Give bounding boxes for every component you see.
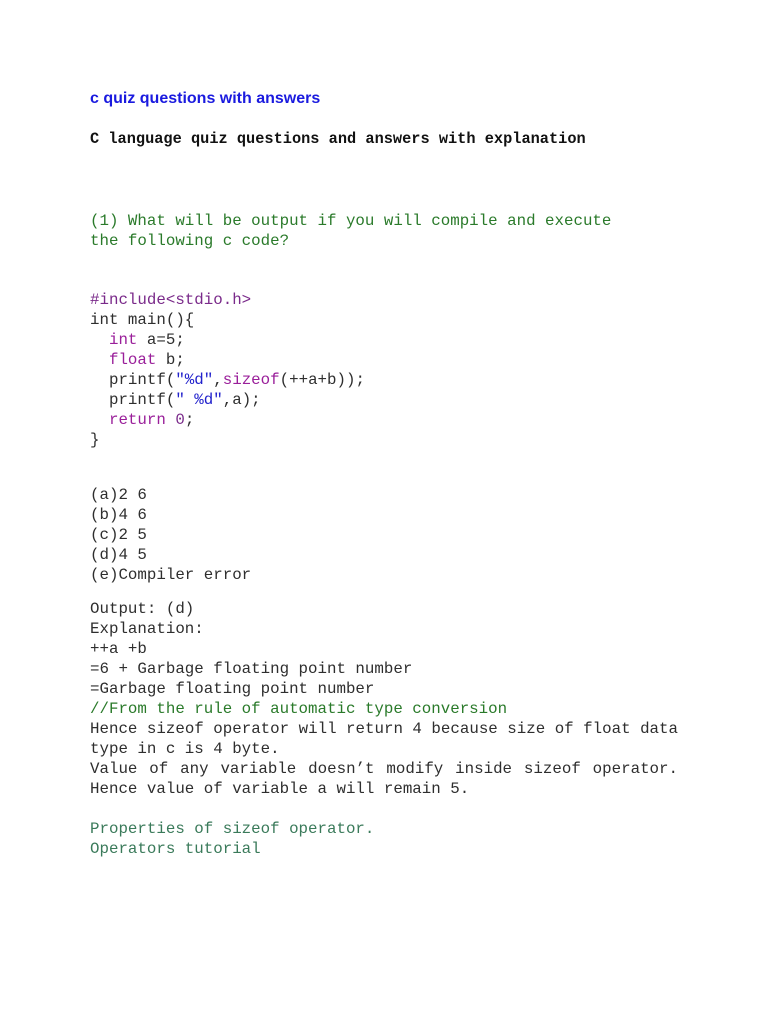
code-text: ,a);	[222, 391, 261, 409]
explanation-paragraph: Value of any variable doesn’t modify inside sizeof operator. Hence value of variable a will remain 5.	[90, 760, 678, 798]
explanation-line: ++a +b	[90, 640, 147, 658]
answer-block	[90, 599, 507, 719]
option-item: (b)4 6	[90, 506, 147, 524]
code-keyword: float	[108, 351, 157, 369]
links-block	[90, 819, 374, 859]
option-item: (e)Compiler error	[90, 566, 252, 584]
explanation-paragraph: Hence sizeof operator will return 4 because size of float data type in c is 4 byte.	[90, 720, 678, 758]
page-title: c quiz questions with answers	[90, 90, 321, 107]
code-keyword: int	[90, 311, 119, 329]
code-text: a=5;	[137, 331, 185, 349]
code-number: 0	[175, 411, 185, 429]
code-text: main(){	[118, 311, 195, 329]
code-include: #include<stdio.h>	[90, 291, 252, 309]
question-line-2: the following c code?	[90, 232, 290, 250]
code-text: printf(	[108, 391, 176, 409]
code-block	[90, 290, 365, 450]
question-text	[90, 211, 611, 251]
code-text: ;	[184, 411, 195, 429]
option-item: (c)2 5	[90, 526, 147, 544]
code-text: }	[90, 431, 100, 449]
explanation-line: =Garbage floating point number	[90, 680, 375, 698]
code-text: (++a+b));	[279, 371, 365, 389]
code-text: b;	[156, 351, 185, 369]
page-subtitle: C language quiz questions and answers with explanation	[90, 130, 586, 148]
code-text: ,	[213, 371, 223, 389]
code-string: " %d"	[175, 391, 223, 409]
answer-output: Output: (d)	[90, 600, 195, 618]
code-text: printf(	[108, 371, 176, 389]
link-properties[interactable]: Properties of sizeof operator.	[90, 820, 375, 838]
explanation-line: =6 + Garbage floating point number	[90, 660, 413, 678]
code-keyword: int	[108, 331, 138, 349]
options-list	[90, 485, 251, 585]
option-item: (a)2 6	[90, 486, 147, 504]
option-item: (d)4 5	[90, 546, 147, 564]
code-keyword: sizeof	[222, 371, 280, 389]
code-keyword: return	[108, 411, 166, 429]
question-line-1: (1) What will be output if you will compile and execute	[90, 212, 612, 230]
link-tutorial[interactable]: Operators tutorial	[90, 840, 261, 858]
explanation-comment: //From the rule of automatic type conversion	[90, 700, 508, 718]
code-string: "%d"	[175, 371, 214, 389]
explanation-label: Explanation:	[90, 620, 204, 638]
